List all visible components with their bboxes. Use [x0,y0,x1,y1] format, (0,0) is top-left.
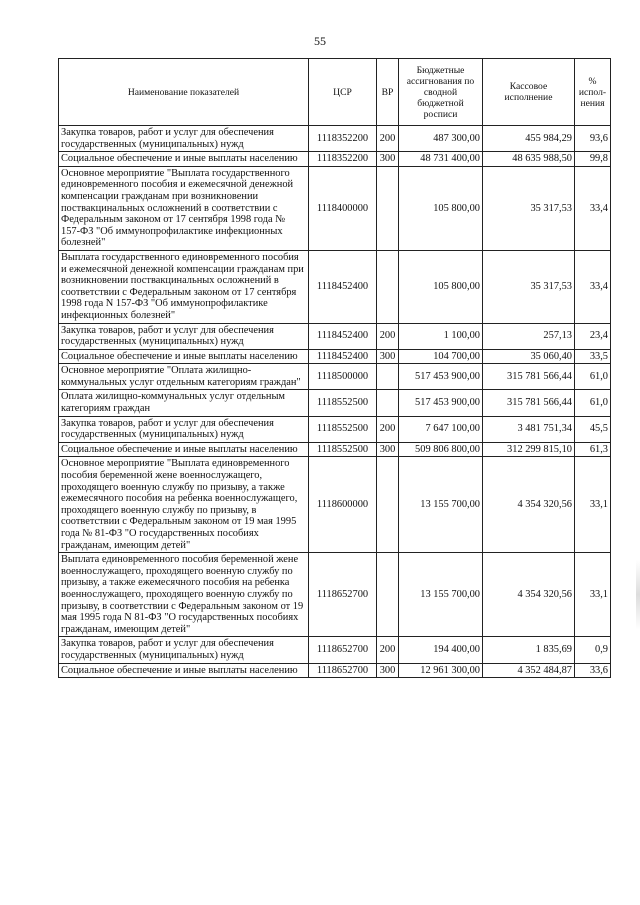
table-row [59,442,611,457]
row-name: Оплата жилищно-коммунальных услуг отдельным категориям граждан [59,390,309,416]
row-pct: 33,6 [575,663,611,678]
table-row [59,349,611,364]
row-name: Выплата государственного единовременного пособия и ежемесячной денежной компенсации гражданам при возникновении поствакцинальных осложнений в соответствии с Федеральным законом от 17 сентября 1998 года N 157-ФЗ "Об иммунопрофилактике инфекционных болезней" [59,250,309,323]
table-row [59,152,611,167]
table-row [59,457,611,553]
row-pct: 61,3 [575,442,611,457]
row-csr: 1118352200 [309,152,377,167]
row-cash: 257,13 [483,323,575,349]
row-cash: 4 354 320,56 [483,457,575,553]
header-cash: Кассовое исполнение [483,59,575,126]
row-cash: 315 781 566,44 [483,364,575,390]
scan-edge-mark [636,560,640,630]
table-row [59,390,611,416]
row-pct: 0,9 [575,637,611,663]
row-cash: 3 481 751,34 [483,416,575,442]
table-row [59,416,611,442]
row-vr [377,390,399,416]
row-name: Основное мероприятие "Оплата жилищно-коммунальных услуг отдельным категориям граждан" [59,364,309,390]
row-cash: 35 060,40 [483,349,575,364]
header-assigned: Бюджетные ассигнования по сводной бюджетной росписи [399,59,483,126]
row-name: Социальное обеспечение и иные выплаты населению [59,442,309,457]
row-csr: 1118552500 [309,442,377,457]
row-vr: 300 [377,349,399,364]
table-row [59,323,611,349]
header-name: Наименование показателей [59,59,309,126]
row-assigned: 105 800,00 [399,250,483,323]
row-cash: 35 317,53 [483,166,575,250]
row-assigned: 509 806 800,00 [399,442,483,457]
row-assigned: 48 731 400,00 [399,152,483,167]
table-row [59,250,611,323]
row-vr: 300 [377,663,399,678]
row-csr: 1118452400 [309,250,377,323]
row-name: Основное мероприятие "Выплата государственного единовременного пособия и ежемесячной денежной компенсации гражданам при возникновении поствакцинальных осложнений в соответствии с Федеральным законом от 17 сентября 1998 года № 157-ФЗ "Об иммунопрофилактике инфекционных болезней" [59,166,309,250]
row-vr [377,553,399,637]
row-assigned: 517 453 900,00 [399,364,483,390]
row-cash: 1 835,69 [483,637,575,663]
row-vr [377,457,399,553]
row-csr: 1118452400 [309,323,377,349]
row-vr [377,250,399,323]
table-row [59,166,611,250]
row-assigned: 487 300,00 [399,126,483,152]
row-pct: 99,8 [575,152,611,167]
row-cash: 4 352 484,87 [483,663,575,678]
header-pct: % испол-нения [575,59,611,126]
row-pct: 61,0 [575,390,611,416]
row-pct: 33,5 [575,349,611,364]
row-vr: 300 [377,442,399,457]
row-pct: 33,1 [575,457,611,553]
row-vr: 200 [377,126,399,152]
row-vr: 200 [377,323,399,349]
row-name: Закупка товаров, работ и услуг для обеспечения государственных (муниципальных) нужд [59,126,309,152]
budget-execution-table [58,58,611,678]
page-number: 55 [314,34,326,48]
row-pct: 93,6 [575,126,611,152]
row-vr: 300 [377,152,399,167]
row-vr: 200 [377,637,399,663]
row-csr: 1118400000 [309,166,377,250]
table-row [59,637,611,663]
row-csr: 1118452400 [309,349,377,364]
row-name: Выплата единовременного пособия беременной жене военнослужащего, проходящего военную службу по призыву, а также ежемесячного пособия на ребенка военнослужащего, проходящего военную службу по призыву, в соответствии с Федеральным законом от 19 мая 1995 года N 81-ФЗ "О государственных пособиях гражданам, имеющим детей" [59,553,309,637]
row-cash: 4 354 320,56 [483,553,575,637]
row-cash: 312 299 815,10 [483,442,575,457]
header-vr: ВР [377,59,399,126]
row-pct: 61,0 [575,364,611,390]
row-csr: 1118600000 [309,457,377,553]
row-name: Социальное обеспечение и иные выплаты населению [59,349,309,364]
row-assigned: 194 400,00 [399,637,483,663]
row-assigned: 105 800,00 [399,166,483,250]
row-csr: 1118352200 [309,126,377,152]
row-assigned: 1 100,00 [399,323,483,349]
row-cash: 315 781 566,44 [483,390,575,416]
row-pct: 33,4 [575,250,611,323]
row-csr: 1118500000 [309,364,377,390]
table-header-row [59,59,611,126]
row-csr: 1118552500 [309,416,377,442]
row-name: Социальное обеспечение и иные выплаты населению [59,663,309,678]
row-cash: 48 635 988,50 [483,152,575,167]
header-csr: ЦСР [309,59,377,126]
row-vr [377,364,399,390]
row-pct: 23,4 [575,323,611,349]
row-assigned: 13 155 700,00 [399,553,483,637]
row-assigned: 517 453 900,00 [399,390,483,416]
row-cash: 455 984,29 [483,126,575,152]
row-name: Закупка товаров, работ и услуг для обеспечения государственных (муниципальных) нужд [59,637,309,663]
row-name: Основное мероприятие "Выплата единовременного пособия беременной жене военнослужащего, проходящего военную службу по призыву, а также ежемесячного пособия на ребенка военнослужащего, проходящего военную службу по призыву, в соответствии с Федеральным законом от 19 мая 1995 года № 81-ФЗ "О государственных пособиях гражданам, имеющим детей" [59,457,309,553]
row-csr: 1118552500 [309,390,377,416]
table-row [59,663,611,678]
table-row [59,126,611,152]
row-csr: 1118652700 [309,553,377,637]
row-vr [377,166,399,250]
row-assigned: 13 155 700,00 [399,457,483,553]
row-vr: 200 [377,416,399,442]
row-assigned: 7 647 100,00 [399,416,483,442]
row-name: Социальное обеспечение и иные выплаты населению [59,152,309,167]
row-name: Закупка товаров, работ и услуг для обеспечения государственных (муниципальных) нужд [59,323,309,349]
row-assigned: 104 700,00 [399,349,483,364]
row-cash: 35 317,53 [483,250,575,323]
row-csr: 1118652700 [309,637,377,663]
row-csr: 1118652700 [309,663,377,678]
row-pct: 33,4 [575,166,611,250]
row-assigned: 12 961 300,00 [399,663,483,678]
row-pct: 45,5 [575,416,611,442]
table-row [59,364,611,390]
table-row [59,553,611,637]
row-name: Закупка товаров, работ и услуг для обеспечения государственных (муниципальных) нужд [59,416,309,442]
row-pct: 33,1 [575,553,611,637]
